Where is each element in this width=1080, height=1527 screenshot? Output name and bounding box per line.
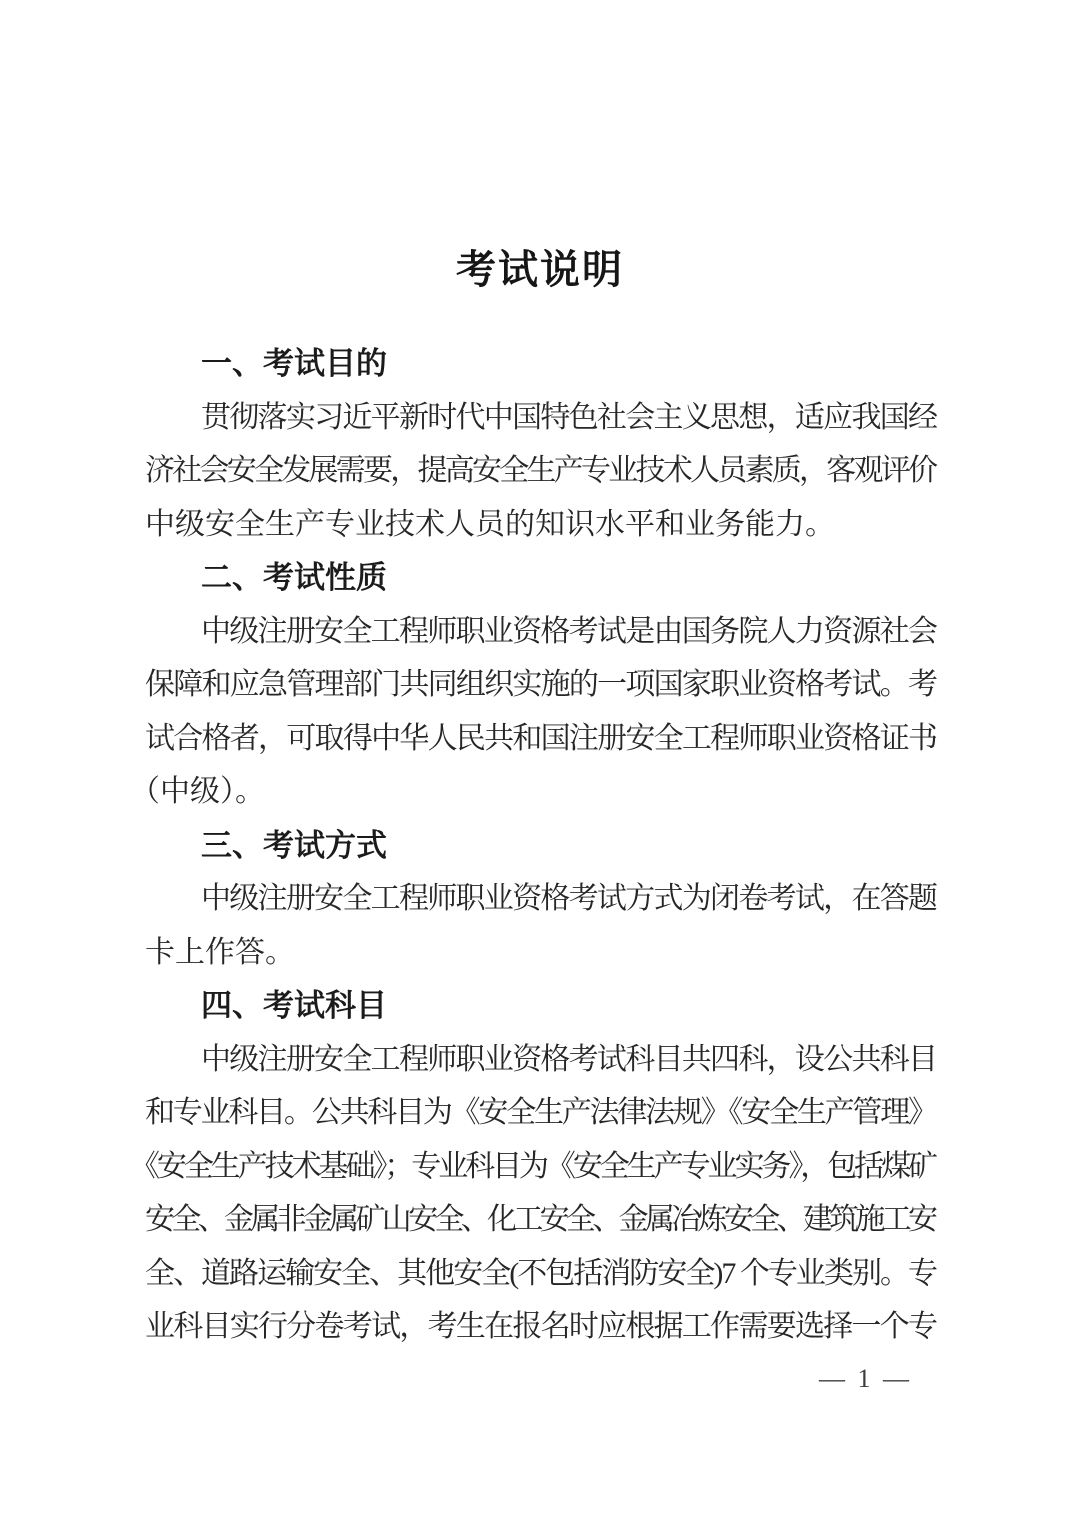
text-line-content: 《安全生产技术基础》；专业科目为《安全生产专业实务》，包括煤矿 [130,1149,935,1183]
text-line-content: 卡上作答。 [145,935,295,969]
section-heading: 四、考试科目 [201,988,387,1023]
text-line-content: 业科目实行分卷考试，考生在报名时应根据工作需要选择一个专 [145,1310,937,1343]
text-line [145,1300,938,1354]
text-line-content: 中级注册安全工程师职业资格考试是由国务院人力资源社会 [201,614,937,648]
text-line [145,1247,938,1301]
text-line [145,1086,938,1140]
text-line-content: 贯彻落实习近平新时代中国特色社会主义思想，适应我国经 [201,400,937,434]
text-line [145,926,938,980]
text-line [145,605,938,659]
text-line-content: （中级）。 [130,775,265,808]
text-line [145,1033,938,1087]
text-line-content: 全、道路运输安全、其他安全(不包括消防安全)7 个专业类别。专 [145,1256,937,1290]
text-line-content: 试合格者，可取得中华人民共和国注册安全工程师职业资格证书 [145,721,937,755]
page-title: 考试说明 [456,247,624,292]
text-line [145,872,938,926]
text-line-content: 中级注册安全工程师职业资格考试科目共四科，设公共科目 [201,1042,937,1076]
text-line [145,658,938,712]
section-heading: 三、考试方式 [201,827,387,863]
sections [130,337,938,1354]
text-line-content: 济社会安全发展需要，提高安全生产专业技术人员素质，客观评价 [145,454,936,487]
text-line-content: 安全、金属非金属矿山安全、化工安全、金属冶炼安全、建筑施工安 [145,1203,935,1236]
text-line [145,444,938,498]
page-footer [145,1364,938,1394]
section-heading: 二、考试性质 [201,560,387,595]
text-line [130,765,938,819]
text-line [145,1193,938,1247]
text-line-content: 中级注册安全工程师职业资格考试方式为闭卷考试，在答题 [201,882,937,915]
text-line-content: 和专业科目。公共科目为《安全生产法律法规》《安全生产管理》 [145,1096,936,1129]
text-line [145,391,938,445]
text-line-content: 保障和应急管理部门共同组织实施的一项国家职业资格考试。考 [145,668,937,701]
document-body [130,337,938,1394]
page-number: — 1 — [819,1363,912,1393]
text-line [145,498,938,552]
text-line-content: 中级安全生产专业技术人员的知识水平和业务能力。 [145,507,835,541]
text-line [145,712,938,766]
section-heading: 一、考试目的 [201,346,387,381]
text-line [130,1140,938,1194]
